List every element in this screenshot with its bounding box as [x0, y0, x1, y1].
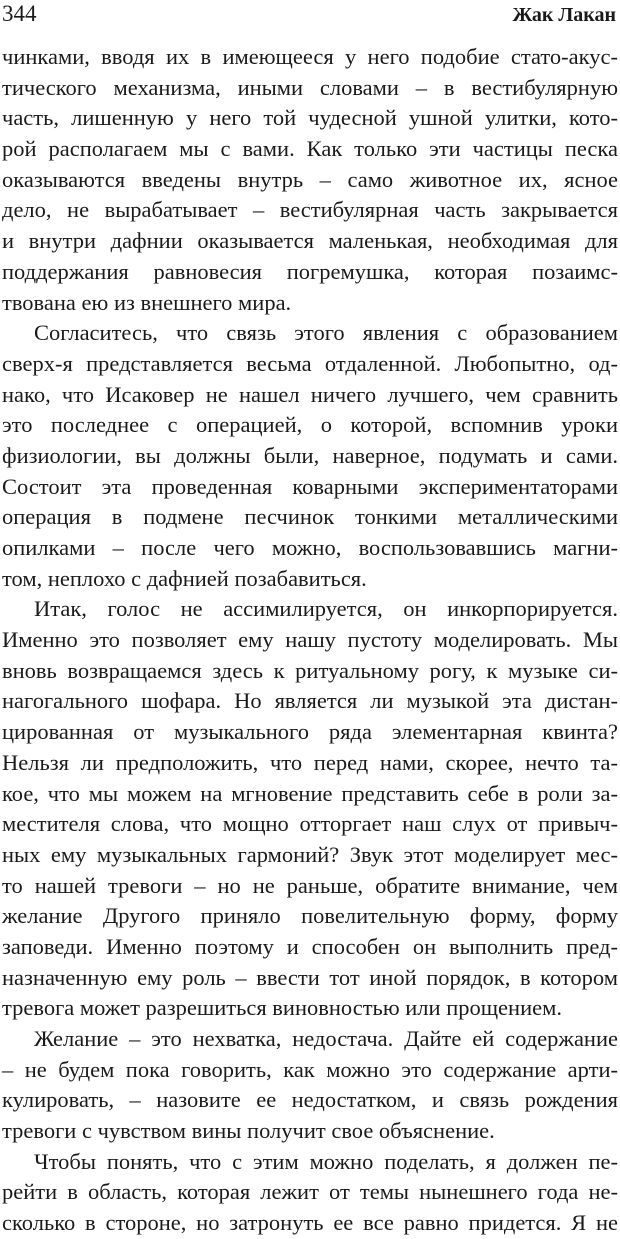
text-line: тического механизма, иными словами – в вестибулярную [2, 74, 618, 100]
text-line: Желание – это нехватка, недостача. Дайте ей содержание [34, 1026, 618, 1051]
text-line: местителя слова, что мощно отторгает наш слух от привыч- [2, 811, 618, 837]
text-line: цированная от музыкального ряда элементарная квинта? [2, 719, 618, 745]
paragraph [2, 1147, 618, 1239]
text-line: нако, что Исаковер не нашел ничего лучшего, чем сравнить [2, 381, 618, 407]
text-line: Итак, голос не ассимилируется, он инкорпорируется. [34, 596, 618, 622]
text-line: рейти в область, которая лежит от темы нынешнего года не- [2, 1179, 618, 1205]
text-line: операция в подмене песчинок тонкими металлическими [2, 504, 618, 530]
text-line: тревоги с чувством вины получит свое объяснение. [2, 1118, 495, 1144]
text-line: ных ему музыкальных гармоний? Звук этот моделирует мес- [2, 841, 618, 867]
text-line: нагогального шофара. Но является ли музыкой эта дистан- [2, 688, 618, 714]
paragraph [2, 318, 618, 594]
text-line: Именно это позволяет ему нашу пустоту моделировать. Мы [2, 627, 618, 653]
text-line: твована ею из внешнего мира. [2, 289, 292, 315]
text-line: сколько в стороне, но затронуть ее все равно придется. Я не [2, 1210, 618, 1236]
text-line: физиологии, вы должны были, наверное, подумать и сами. [2, 442, 618, 468]
page-header [0, 0, 620, 34]
text-line: вновь возвращаемся здесь к ритуальному рогу, к музыке си- [2, 657, 618, 683]
text-line: Согласитесь, что связь этого явления с образованием [34, 320, 618, 346]
text-line: кулировать, – назовите ее недостатком, и связь рождения [2, 1087, 618, 1113]
text-line: тревога может разрешиться виновностью или прощением. [2, 995, 562, 1021]
running-head: Жак Лакан [512, 4, 616, 26]
body-text [2, 42, 618, 1239]
text-line: часть, лишенную у него той чудесной ушной улитки, кото- [2, 105, 618, 131]
paragraph [2, 42, 618, 318]
text-line: рой располагаем мы с вами. Как только эти частицы песка [2, 136, 618, 162]
text-line: дело, не вырабатывает – вестибулярная часть закрывается [2, 197, 618, 223]
text-line: то нашей тревоги – но не раньше, обратите внимание, чем [2, 872, 618, 898]
paragraph [2, 1024, 618, 1147]
text-line: сверх-я представляется весьма отдаленной. Любопытно, од- [2, 350, 618, 376]
text-line: Нельзя ли предположить, что перед нами, скорее, нечто та- [2, 749, 618, 775]
text-line: заповеди. Именно поэтому и способен он выполнить пред- [2, 933, 618, 959]
text-line: оказываются введены внутрь – само животное их, ясное [2, 166, 618, 192]
text-line: чинками, вводя их в имеющееся у него подобие стато-акус- [2, 44, 618, 69]
text-line: поддержания равновесия погремушка, которая позаимс- [2, 258, 618, 284]
text-line: – не будем пока говорить, как можно это содержание арти- [2, 1056, 618, 1082]
paragraph [2, 594, 618, 1024]
text-line: назначенную ему роль – ввести тот иной порядок, в котором [2, 964, 618, 990]
text-line: это последнее с операцией, о которой, вспомнив уроки [2, 412, 618, 438]
text-line: том, неплохо с дафнией позабавиться. [2, 565, 367, 591]
text-line: желание Другого приняло повелительную форму, форму [2, 903, 618, 929]
text-line: Чтобы понять, что с этим можно поделать, я должен пе- [34, 1148, 618, 1174]
text-line: кое, что мы можем на мгновение представить себе в роли за- [2, 780, 618, 806]
text-line: опилками – после чего можно, воспользовавшись магни- [2, 535, 618, 560]
page-number: 344 [2, 1, 37, 26]
text-line: и внутри дафнии оказывается маленькая, необходимая для [2, 228, 618, 254]
text-line: Состоит эта проведенная коварными экспериментаторами [2, 473, 618, 499]
